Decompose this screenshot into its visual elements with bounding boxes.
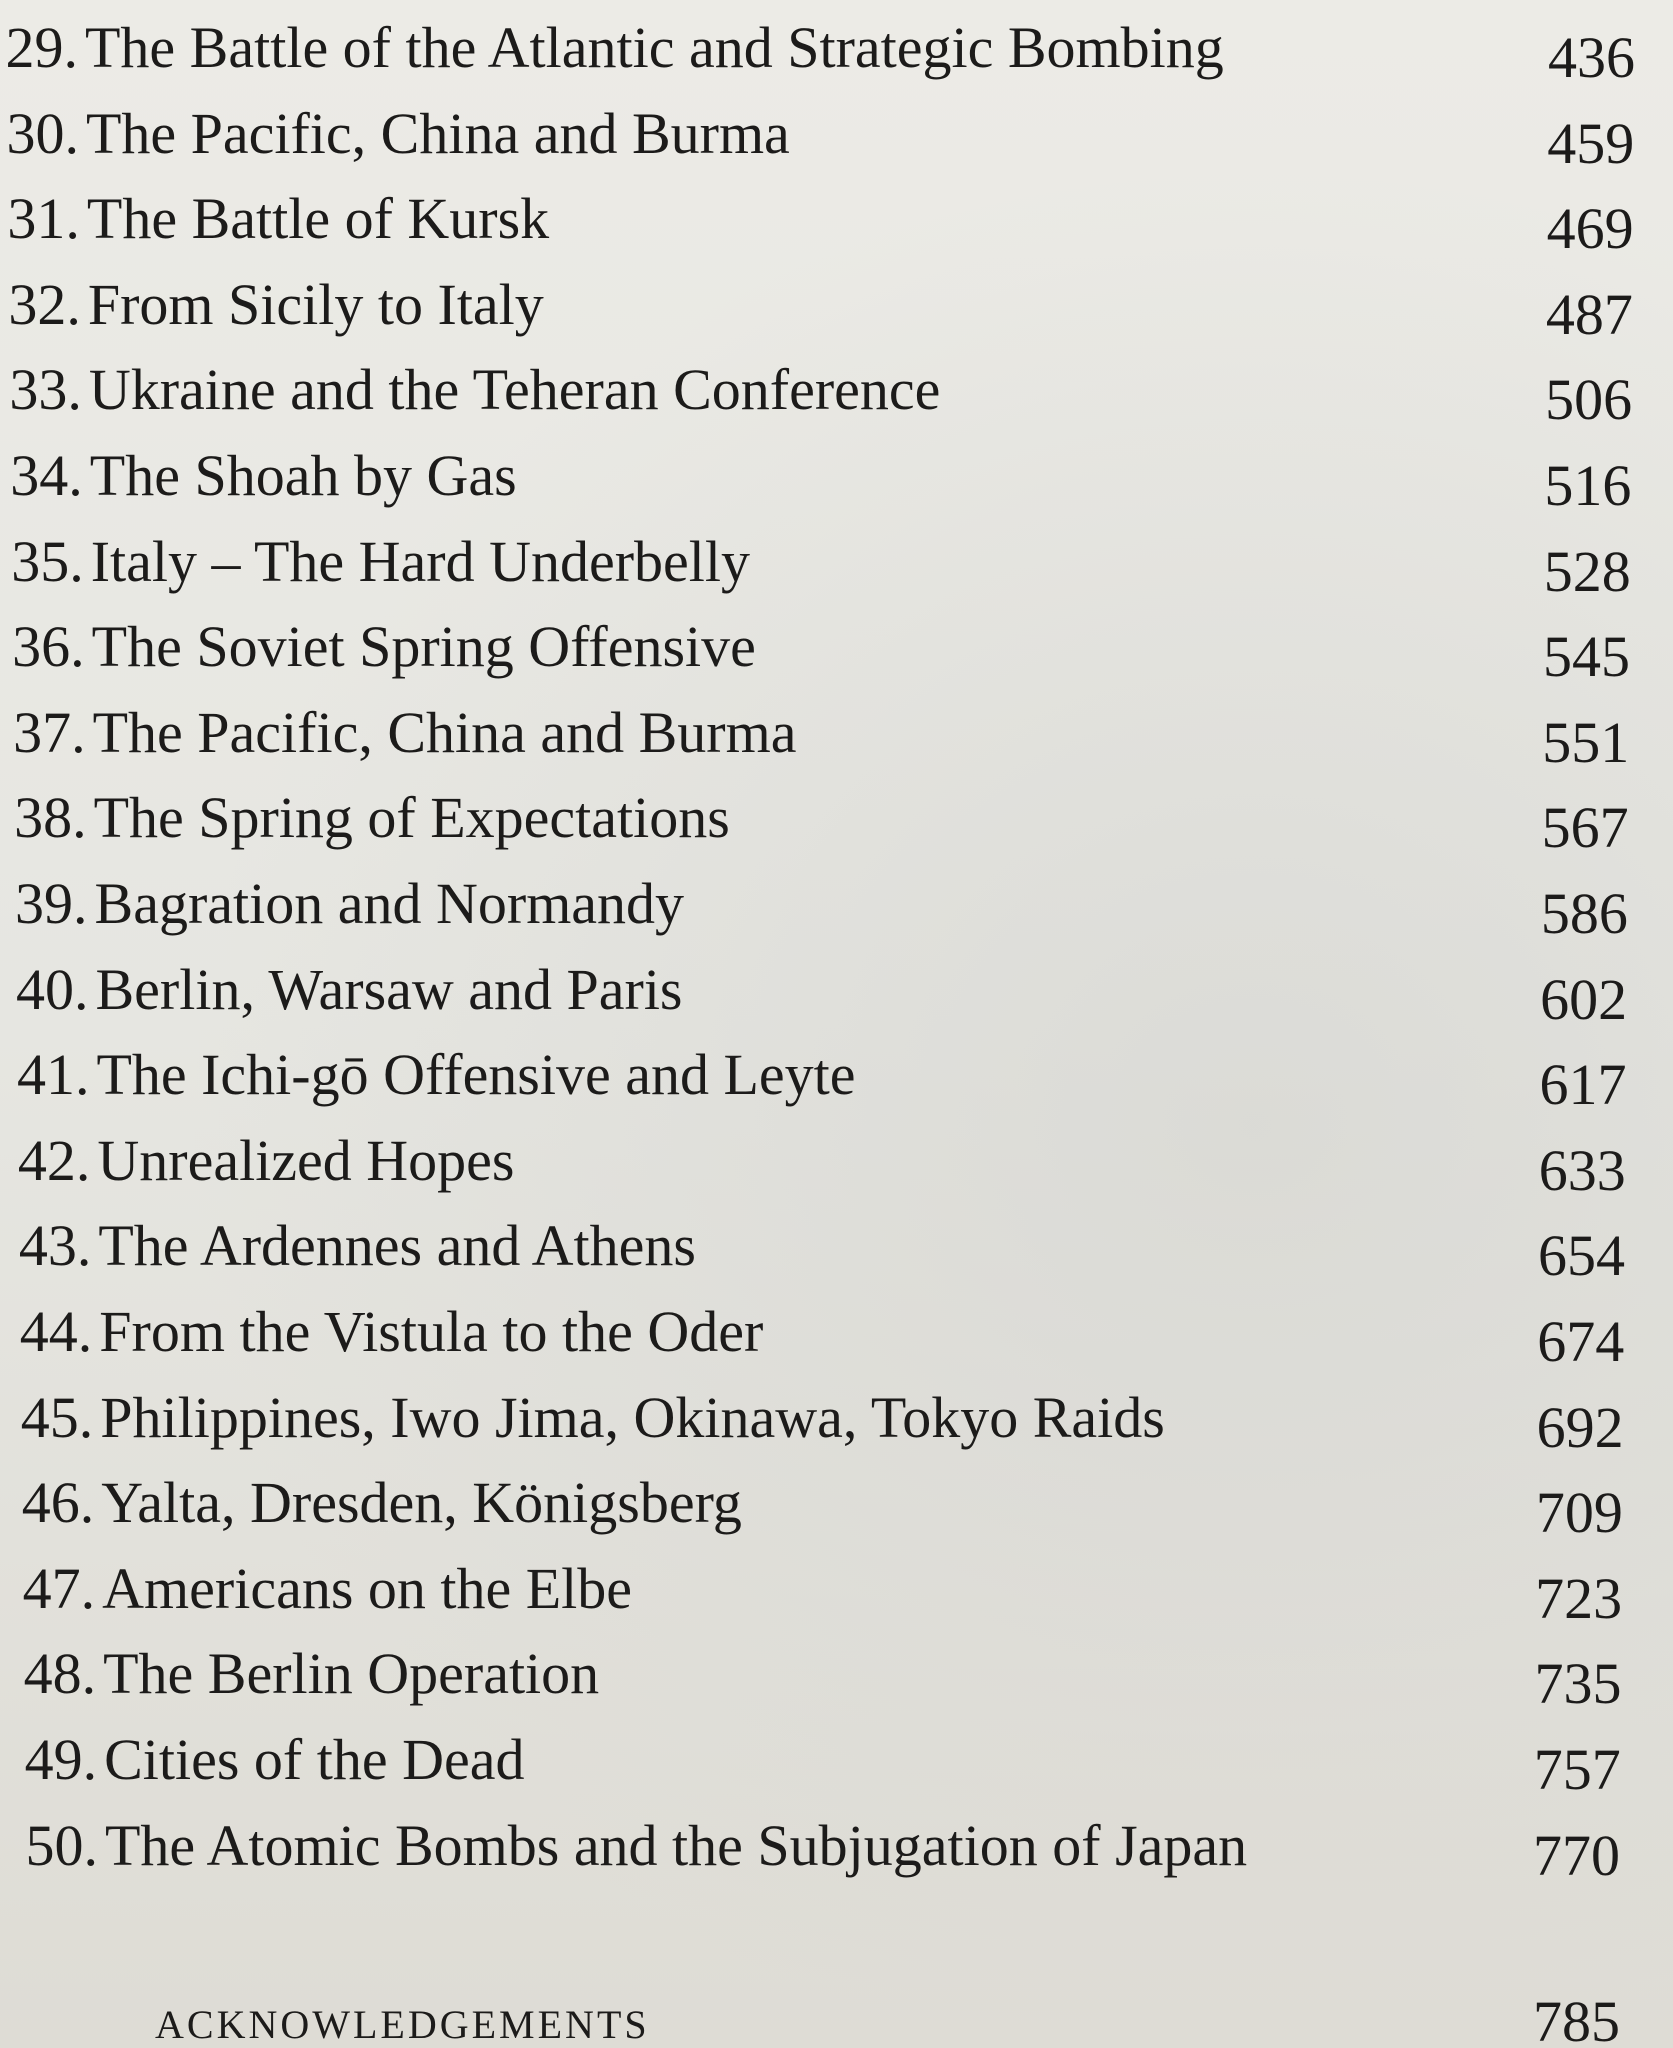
acknowledgements-title: ACKNOWLEDGEMENTS bbox=[155, 2002, 650, 2047]
chapter-page-number: 757 bbox=[1533, 1737, 1621, 1802]
chapter-page-number: 770 bbox=[1533, 1822, 1620, 1888]
chapter-number: 50. bbox=[25, 1812, 98, 1878]
toc-entry bbox=[0, 1806, 1661, 1886]
chapter-number: 35. bbox=[11, 528, 84, 594]
chapter-title: Berlin, Warsaw and Paris bbox=[95, 956, 683, 1022]
toc-entry bbox=[0, 1035, 1652, 1118]
chapter-title: The Soviet Spring Offensive bbox=[91, 614, 756, 680]
chapter-title: Unrealized Hopes bbox=[97, 1127, 515, 1193]
chapter-number: 46. bbox=[21, 1470, 95, 1536]
chapter-title: Philippines, Iwo Jima, Okinawa, Tokyo Raids bbox=[100, 1384, 1165, 1450]
chapter-page-number: 436 bbox=[1548, 25, 1635, 90]
chapter-page-number: 654 bbox=[1538, 1223, 1625, 1289]
chapter-page-number: 586 bbox=[1540, 881, 1628, 946]
chapter-page-number: 674 bbox=[1537, 1309, 1625, 1374]
toc-entry bbox=[0, 8, 1641, 88]
chapter-title: Cities of the Dead bbox=[104, 1727, 525, 1792]
chapter-number: 43. bbox=[18, 1213, 92, 1279]
chapter-number: 38. bbox=[14, 785, 87, 851]
toc-entry bbox=[0, 864, 1651, 944]
chapter-title: The Berlin Operation bbox=[103, 1641, 600, 1707]
chapter-number: 29. bbox=[5, 15, 78, 80]
toc-entry bbox=[0, 607, 1648, 690]
chapter-title: Bagration and Normandy bbox=[94, 871, 685, 936]
chapter-title: The Pacific, China and Burma bbox=[85, 100, 790, 166]
chapter-title: Yalta, Dresden, Königsberg bbox=[101, 1470, 742, 1536]
chapter-title: Italy – The Hard Underbelly bbox=[90, 528, 750, 594]
chapter-number: 42. bbox=[17, 1127, 91, 1193]
chapter-number: 47. bbox=[22, 1555, 96, 1621]
chapter-page-number: 602 bbox=[1540, 966, 1628, 1032]
chapter-page-number: 469 bbox=[1546, 196, 1634, 262]
chapter-page-number: 459 bbox=[1547, 110, 1635, 176]
chapter-page-number: 709 bbox=[1535, 1480, 1623, 1546]
chapter-page-number: 723 bbox=[1535, 1565, 1623, 1631]
acknowledgements-page-number: 785 bbox=[1533, 1989, 1620, 2048]
chapter-page-number: 692 bbox=[1536, 1394, 1624, 1460]
toc-entry bbox=[0, 1206, 1654, 1289]
chapter-number: 40. bbox=[15, 956, 89, 1022]
chapter-number: 34. bbox=[10, 443, 83, 508]
toc-entry bbox=[0, 1549, 1658, 1629]
toc-entry bbox=[0, 94, 1642, 174]
chapter-number: 36. bbox=[12, 614, 85, 680]
chapter-title: From Sicily to Italy bbox=[87, 271, 544, 337]
chapter-title: Americans on the Elbe bbox=[102, 1555, 633, 1621]
chapter-number: 44. bbox=[19, 1299, 93, 1364]
toc-entry bbox=[0, 522, 1647, 602]
toc-entry bbox=[0, 1463, 1657, 1546]
chapter-page-number: 506 bbox=[1545, 367, 1633, 433]
chapter-number: 39. bbox=[15, 871, 88, 936]
toc-entry bbox=[0, 350, 1645, 433]
toc-entry bbox=[0, 179, 1643, 262]
chapter-title: From the Vistula to the Oder bbox=[99, 1299, 764, 1364]
toc-entry bbox=[0, 693, 1649, 773]
chapter-title: The Ardennes and Athens bbox=[98, 1213, 696, 1279]
chapter-number: 41. bbox=[16, 1042, 90, 1108]
chapter-number: 45. bbox=[20, 1384, 94, 1450]
chapter-page-number: 633 bbox=[1538, 1137, 1626, 1203]
toc-entry bbox=[0, 1720, 1660, 1800]
chapter-number: 31. bbox=[7, 186, 80, 252]
chapter-page-number: 545 bbox=[1543, 624, 1630, 690]
chapter-page-number: 617 bbox=[1539, 1052, 1627, 1118]
chapter-page-number: 551 bbox=[1542, 709, 1630, 775]
chapter-title: The Ichi-gō Offensive and Leyte bbox=[96, 1042, 856, 1108]
chapter-number: 32. bbox=[8, 271, 81, 337]
chapter-title: The Battle of the Atlantic and Strategic Bombing bbox=[85, 15, 1224, 80]
chapter-page-number: 567 bbox=[1541, 795, 1629, 861]
chapter-page-number: 516 bbox=[1544, 453, 1632, 518]
chapter-number: 48. bbox=[23, 1641, 97, 1707]
chapter-page-number: 528 bbox=[1543, 538, 1631, 604]
chapter-title: The Shoah by Gas bbox=[89, 443, 517, 508]
chapter-title: The Atomic Bombs and the Subjugation of Japan bbox=[105, 1812, 1248, 1878]
toc-entry bbox=[0, 1292, 1655, 1372]
chapter-title: Ukraine and the Teheran Conference bbox=[88, 357, 941, 423]
chapter-title: The Pacific, China and Burma bbox=[92, 699, 797, 765]
toc-entry bbox=[0, 778, 1650, 861]
toc-entry bbox=[0, 950, 1651, 1030]
chapter-title: The Spring of Expectations bbox=[93, 785, 730, 851]
chapter-title: The Battle of Kursk bbox=[86, 186, 550, 252]
toc-entry bbox=[0, 436, 1646, 516]
toc-entry bbox=[0, 1121, 1653, 1201]
chapter-page-number: 487 bbox=[1545, 281, 1633, 347]
toc-entry bbox=[0, 1378, 1656, 1458]
chapter-number: 49. bbox=[24, 1727, 98, 1792]
toc-entry bbox=[0, 265, 1644, 345]
chapter-number: 37. bbox=[13, 699, 86, 765]
chapter-page-number: 735 bbox=[1534, 1651, 1622, 1717]
toc-entry bbox=[0, 1634, 1659, 1717]
chapter-number: 33. bbox=[9, 357, 82, 423]
chapter-number: 30. bbox=[6, 100, 79, 166]
